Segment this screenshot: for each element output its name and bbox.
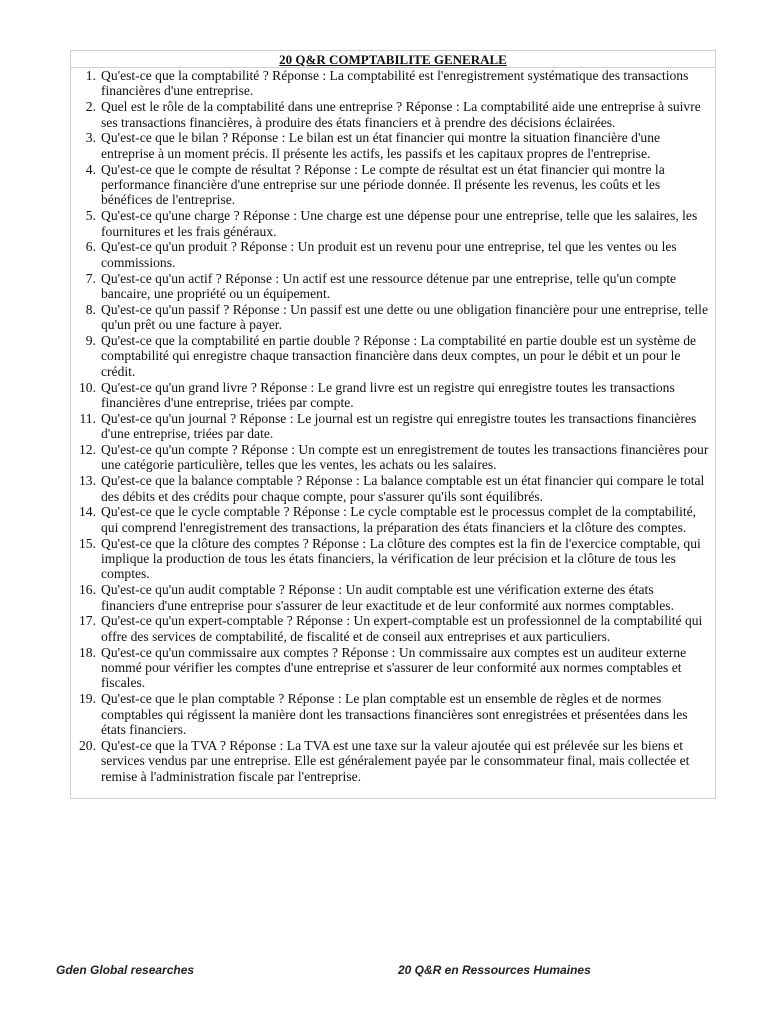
qa-number: 15. [79,535,96,551]
qa-text: Qu'est-ce qu'un compte ? Réponse : Un compte est un enregistrement de toutes les transactions financières pour une catégorie particulière, telles que les ventes, les achats ou les salaires. [101,442,709,473]
qa-number: 17. [79,613,96,629]
qa-text: Qu'est-ce qu'un audit comptable ? Réponse : Un audit comptable est une vérification externe des états financiers d'une entreprise pour s'assurer de leur exactitude et de leur conformité aux normes comptables. [101,582,674,613]
qa-number: 18. [79,644,96,660]
qa-text: Qu'est-ce qu'un produit ? Réponse : Un produit est un revenu pour une entreprise, tel que les ventes ou les commissions. [101,239,677,270]
qa-number: 11. [79,410,96,426]
qa-number: 13. [79,473,96,489]
qa-number: 16. [79,582,96,598]
qa-text: Qu'est-ce que le plan comptable ? Réponse : Le plan comptable est un ensemble de règles et de normes comptables qui régissent la manière dont les transactions financières sont enregistrées et présentées dans les états financiers. [101,691,688,738]
qa-item-17 [71,613,715,644]
qa-number: 2. [85,99,96,115]
qa-item-3 [71,130,715,161]
qa-text: Qu'est-ce que le cycle comptable ? Réponse : Le cycle comptable est le processus complet de la comptabilité, qui comprend l'enregistrement des transactions, la préparation des états financiers et la clôture des comptes. [101,504,697,535]
qa-text: Qu'est-ce que la balance comptable ? Réponse : La balance comptable est un état financier qui compare le total des débits et des crédits pour chaque compte, pour s'assurer qu'ils sont équilibrés. [101,473,705,504]
document-title [71,52,715,68]
qa-number: 10. [79,379,96,395]
footer-right-text: 20 Q&R en Ressources Humaines [398,963,591,977]
qa-text: Qu'est-ce qu'un grand livre ? Réponse : Le grand livre est un registre qui enregistre toutes les transactions financières d'une entreprise, triées par compte. [101,379,675,411]
qa-text: Qu'est-ce que la comptabilité ? Réponse : La comptabilité est l'enregistrement systématique des transactions financières d'une entreprise. [101,68,689,99]
qa-item-13 [71,473,715,504]
document-box [70,50,716,799]
qa-item-6 [71,239,715,270]
qa-number: 14. [79,504,96,520]
qa-item-7 [71,271,715,302]
qa-item-15 [71,536,715,582]
document-title-text: 20 Q&R COMPTABILITE GENERALE [279,52,507,67]
qa-text: Qu'est-ce que la TVA ? Réponse : La TVA est une taxe sur la valeur ajoutée qui est prélevée sur les biens et services vendus par une entreprise. Elle est généralement payée par le consommateur final, mais collectée et remise à l'administration fiscale par l'entreprise. [101,737,690,784]
qa-text: Qu'est-ce qu'une charge ? Réponse : Une charge est une dépense pour une entreprise, telle que les salaires, les fournitures et les frais généraux. [101,208,698,239]
qa-number: 3. [85,130,96,146]
qa-text: Qu'est-ce que le compte de résultat ? Réponse : Le compte de résultat est un état financier qui montre la performance financière d'une entreprise sur une période donnée. Il présente les revenus, les coûts et les bénéfices de l'entreprise. [101,161,665,208]
qa-number: 1. [85,68,96,83]
qa-text: Qu'est-ce qu'un commissaire aux comptes ? Réponse : Un commissaire aux comptes est un auditeur externe nommé pour vérifier les comptes d'une entreprise et s'assurer de leur conformité aux normes comptables et fiscales. [101,644,687,691]
qa-number: 8. [85,301,96,317]
qa-text: Qu'est-ce que la clôture des comptes ? Réponse : La clôture des comptes est la fin de l'exercice comptable, qui implique la production de tous les états financiers, la vérification de leur précision et la clôture de tous les comptes. [101,535,701,582]
qa-item-19 [71,691,715,737]
qa-item-12 [71,442,715,473]
qa-item-2 [71,99,715,130]
qa-text: Quel est le rôle de la comptabilité dans une entreprise ? Réponse : La comptabilité aide une entreprise à suivre ses transactions financières, à produire des états financiers et à prendre des décisions éclairées. [101,99,701,130]
qa-number: 20. [79,737,96,753]
qa-number: 6. [85,239,96,255]
qa-item-20 [71,738,715,784]
footer-left-text: Gden Global researches [56,963,195,977]
qa-number: 9. [85,333,96,349]
qa-number: 12. [79,442,96,458]
qa-item-8 [71,302,715,333]
qa-list [71,68,715,785]
qa-number: 7. [85,270,96,286]
qa-text: Qu'est-ce qu'un expert-comptable ? Réponse : Un expert-comptable est un professionnel de la comptabilité qui offre des services de comptabilité, de fiscalité et de conseil aux entreprises et aux particuliers. [101,613,703,644]
qa-item-4 [71,162,715,208]
qa-item-5 [71,208,715,239]
qa-text: Qu'est-ce qu'un passif ? Réponse : Un passif est une dette ou une obligation financière pour une entreprise, telle qu'un prêt ou une facture à payer. [101,301,708,333]
qa-item-18 [71,645,715,691]
qa-number: 4. [85,161,96,177]
qa-item-10 [71,380,715,411]
qa-item-1 [71,68,715,99]
qa-text: Qu'est-ce que le bilan ? Réponse : Le bilan est un état financier qui montre la situation financière d'une entreprise à un moment précis. Il présente les actifs, les passifs et les capitaux propres de l'entreprise. [101,130,661,161]
qa-text: Qu'est-ce qu'un actif ? Réponse : Un actif est une ressource détenue par une entreprise, telle qu'un compte bancaire, une propriété ou un équipement. [101,270,677,302]
qa-item-9 [71,333,715,379]
qa-item-14 [71,504,715,535]
qa-text: Qu'est-ce que la comptabilité en partie double ? Réponse : La comptabilité en partie double est un système de comptabilité qui enregistre chaque transaction financière dans deux comptes, un pour le débit et un pour le crédit. [101,333,697,379]
qa-item-16 [71,582,715,613]
qa-text: Qu'est-ce qu'un journal ? Réponse : Le journal est un registre qui enregistre toutes les transactions financières d'une entreprise, triées par date. [101,410,697,442]
qa-item-11 [71,411,715,442]
qa-number: 19. [79,691,96,707]
qa-number: 5. [85,208,96,224]
